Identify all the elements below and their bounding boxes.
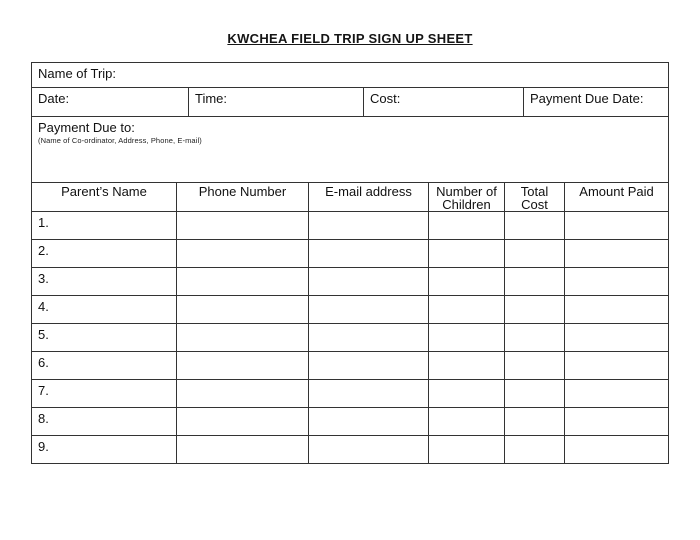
total-cost-cell bbox=[565, 380, 669, 408]
parent-name-cell bbox=[177, 324, 309, 352]
num-children-cell bbox=[505, 240, 565, 268]
table-row bbox=[32, 240, 669, 268]
parent-name-cell bbox=[177, 352, 309, 380]
payment-due-date-label: Payment Due Date: bbox=[530, 91, 644, 106]
table-row bbox=[32, 436, 669, 464]
email-cell bbox=[429, 240, 505, 268]
parent-name-cell bbox=[177, 436, 309, 464]
payment-due-to-cell bbox=[32, 117, 669, 183]
row-number-cell: 7. bbox=[32, 380, 177, 408]
num-children-cell bbox=[505, 380, 565, 408]
header-number-of-children: Number of Children bbox=[429, 183, 505, 212]
header-total-cost: Total Cost bbox=[505, 183, 565, 212]
trip-info-table bbox=[31, 62, 669, 183]
trip-form bbox=[31, 62, 669, 464]
payment-due-date-cell bbox=[524, 88, 669, 117]
phone-number-cell bbox=[309, 212, 429, 240]
total-cost-cell bbox=[565, 436, 669, 464]
total-cost-cell bbox=[565, 212, 669, 240]
parent-name-cell bbox=[177, 212, 309, 240]
time-label: Time: bbox=[195, 91, 228, 106]
payment-due-to-row bbox=[32, 117, 669, 183]
email-cell bbox=[429, 408, 505, 436]
signup-table bbox=[31, 182, 669, 464]
date-label: Date: bbox=[38, 91, 70, 106]
num-children-cell bbox=[505, 324, 565, 352]
signup-header-row bbox=[32, 183, 669, 212]
phone-number-cell bbox=[309, 324, 429, 352]
trip-meta-row bbox=[32, 88, 669, 117]
email-cell bbox=[429, 380, 505, 408]
table-row bbox=[32, 296, 669, 324]
table-row bbox=[32, 380, 669, 408]
email-cell bbox=[429, 212, 505, 240]
row-number-cell: 5. bbox=[32, 324, 177, 352]
cost-label: Cost: bbox=[370, 91, 401, 106]
row-number-cell: 2. bbox=[32, 240, 177, 268]
table-row bbox=[32, 268, 669, 296]
total-cost-cell bbox=[565, 240, 669, 268]
name-of-trip-cell bbox=[32, 63, 669, 88]
total-cost-cell bbox=[565, 408, 669, 436]
total-cost-cell bbox=[565, 324, 669, 352]
header-parents-name: Parent’s Name bbox=[32, 183, 177, 212]
phone-number-cell bbox=[309, 408, 429, 436]
cost-cell bbox=[364, 88, 524, 117]
email-cell bbox=[429, 352, 505, 380]
parent-name-cell bbox=[177, 268, 309, 296]
phone-number-cell bbox=[309, 296, 429, 324]
email-cell bbox=[429, 296, 505, 324]
payment-due-to-hint: (Name of Co-ordinator, Address, Phone, E-mail) bbox=[38, 136, 202, 145]
parent-name-cell bbox=[177, 408, 309, 436]
parent-name-cell bbox=[177, 240, 309, 268]
row-number-cell: 3. bbox=[32, 268, 177, 296]
row-number-cell: 8. bbox=[32, 408, 177, 436]
email-cell bbox=[429, 436, 505, 464]
total-cost-cell bbox=[565, 352, 669, 380]
page-title: KWCHEA FIELD TRIP SIGN UP SHEET bbox=[227, 31, 473, 46]
phone-number-cell bbox=[309, 352, 429, 380]
row-number-cell: 1. bbox=[32, 212, 177, 240]
parent-name-cell bbox=[177, 296, 309, 324]
table-row bbox=[32, 352, 669, 380]
num-children-cell bbox=[505, 436, 565, 464]
email-cell bbox=[429, 324, 505, 352]
name-of-trip-row bbox=[32, 63, 669, 88]
parent-name-cell bbox=[177, 380, 309, 408]
email-cell bbox=[429, 268, 505, 296]
date-cell bbox=[32, 88, 189, 117]
row-number-cell: 9. bbox=[32, 436, 177, 464]
time-cell bbox=[189, 88, 364, 117]
num-children-cell bbox=[505, 296, 565, 324]
header-phone-number: Phone Number bbox=[177, 183, 309, 212]
header-amount-paid: Amount Paid bbox=[565, 183, 669, 212]
table-row bbox=[32, 408, 669, 436]
phone-number-cell bbox=[309, 436, 429, 464]
table-row bbox=[32, 324, 669, 352]
total-cost-cell bbox=[565, 296, 669, 324]
header-email-address: E-mail address bbox=[309, 183, 429, 212]
table-row bbox=[32, 212, 669, 240]
row-number-cell: 6. bbox=[32, 352, 177, 380]
phone-number-cell bbox=[309, 240, 429, 268]
total-cost-cell bbox=[565, 268, 669, 296]
row-number-cell: 4. bbox=[32, 296, 177, 324]
name-of-trip-label: Name of Trip: bbox=[38, 66, 117, 81]
phone-number-cell bbox=[309, 380, 429, 408]
phone-number-cell bbox=[309, 268, 429, 296]
num-children-cell bbox=[505, 408, 565, 436]
num-children-cell bbox=[505, 268, 565, 296]
num-children-cell bbox=[505, 212, 565, 240]
num-children-cell bbox=[505, 352, 565, 380]
payment-due-to-label: Payment Due to: bbox=[38, 120, 135, 135]
